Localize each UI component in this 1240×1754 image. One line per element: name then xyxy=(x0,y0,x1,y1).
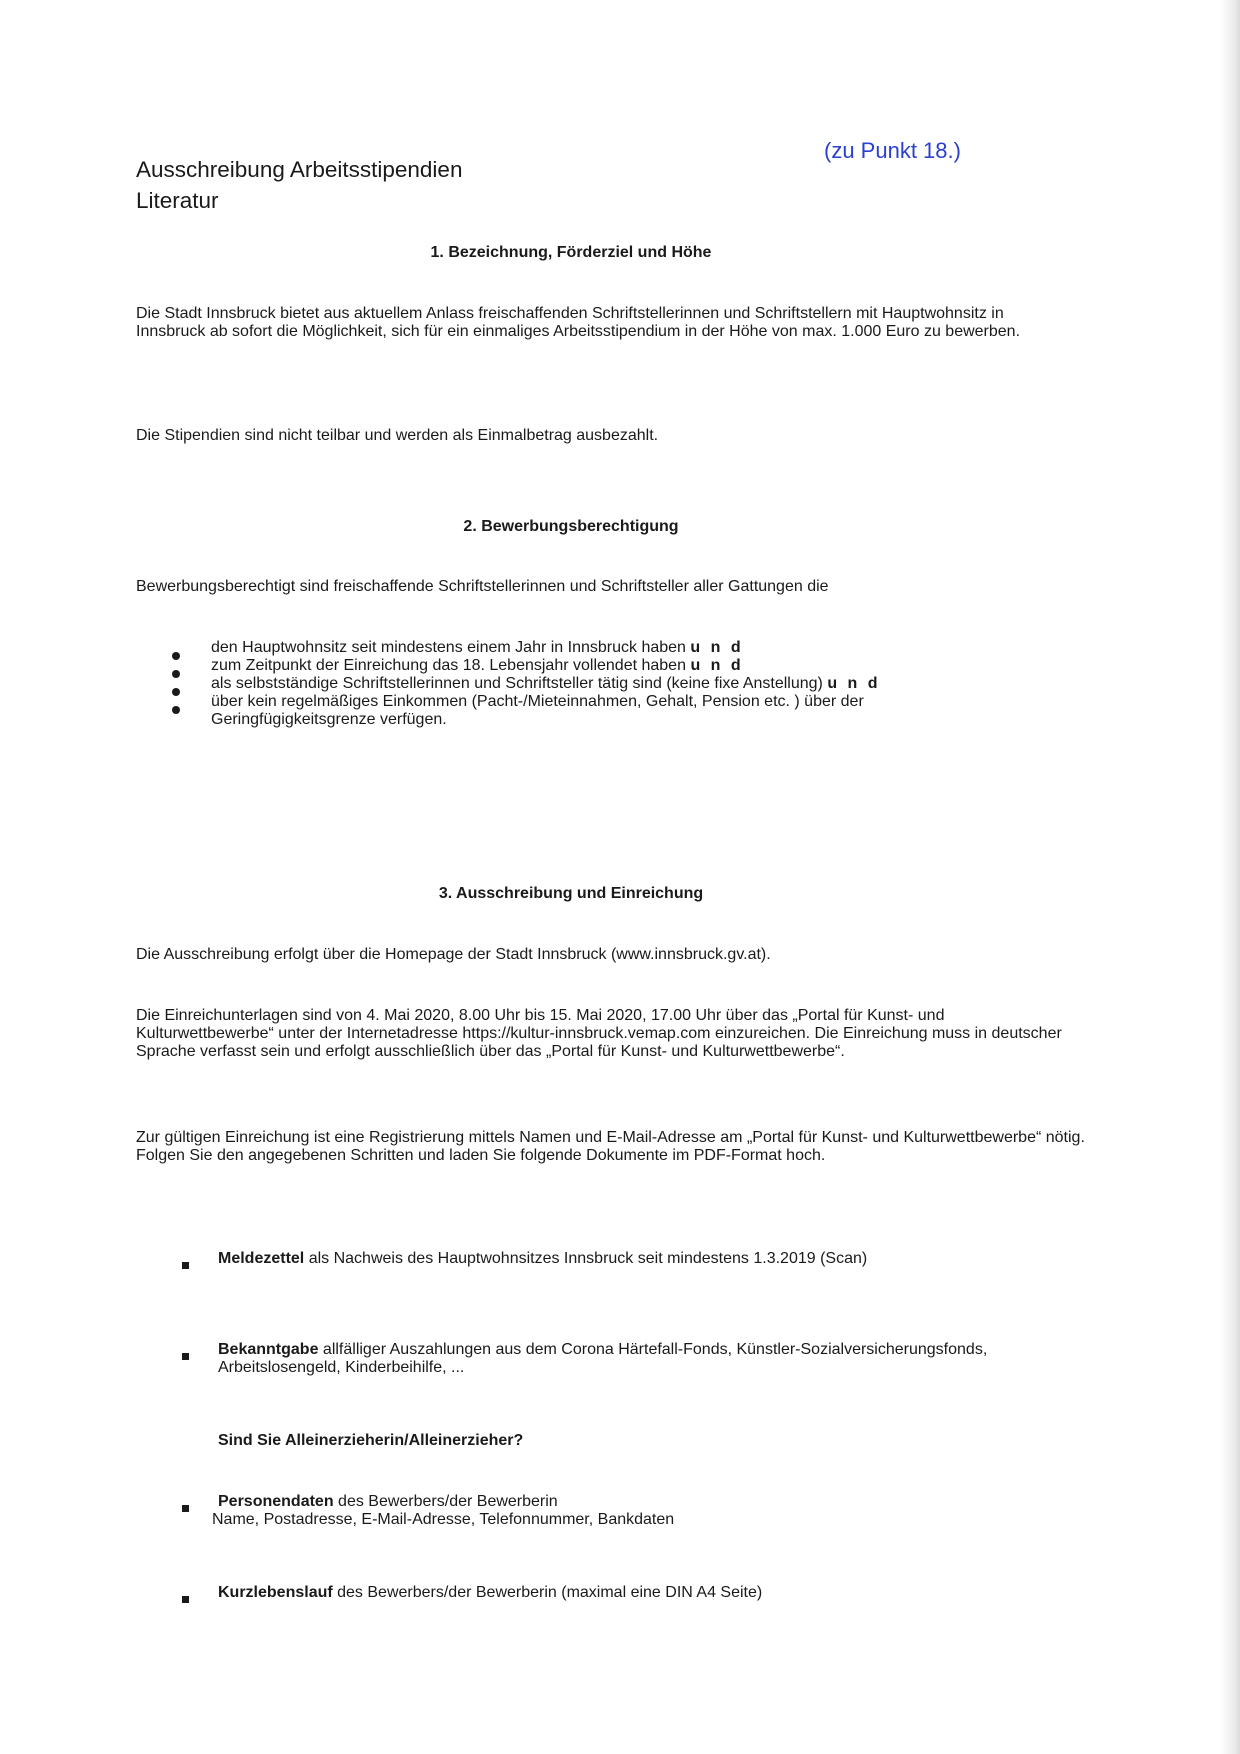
single-parent-question: Sind Sie Alleinerzieherin/Alleinerzieher? xyxy=(218,1432,524,1449)
document-item: Kurzlebenslauf des Bewerbers/der Bewerberin (maximal eine DIN A4 Seite) xyxy=(182,1584,1082,1602)
section-3-paragraph-3: Zur gültigen Einreichung ist eine Registrierung mittels Namen und E-Mail-Adresse am „Portal für Kunst- und Kulturwettbewerbe“ nötig. Folgen Sie den angegebenen Schritten und laden Sie folgende Dokumente im PDF-Format hoch. xyxy=(136,1129,1085,1164)
section-1-note: Die Stipendien sind nicht teilbar und werden als Einmalbetrag ausbezahlt. xyxy=(136,427,659,444)
square-bullet-icon xyxy=(182,1262,189,1269)
section-3-paragraph-1: Die Ausschreibung erfolgt über die Homepage der Stadt Innsbruck (www.innsbruck.gv.at). xyxy=(136,946,771,963)
list-item: als selbstständige Schriftstellerinnen und Schriftsteller tätig sind (keine fixe Anstellung) u n d xyxy=(136,675,1076,693)
document-item: Personendaten des Bewerbers/der Bewerberin Name, Postadresse, E-Mail-Adresse, Telefonnummer, Bankdaten xyxy=(182,1493,1082,1529)
document-item: Bekanntgabe allfälliger Auszahlungen aus dem Corona Härtefall-Fonds, Künstler-Sozialversicherungsfonds, Arbeitslosengeld, Kinderbeihilfe, ... xyxy=(182,1341,1082,1377)
document-header xyxy=(136,154,462,216)
section-2-intro: Bewerbungsberechtigt sind freischaffende Schriftstellerinnen und Schriftsteller aller Gattungen die xyxy=(136,578,829,595)
and-conjunction: u n d xyxy=(690,639,744,656)
section-2-heading: 2. Bewerbungsberechtigung xyxy=(463,518,679,535)
square-bullet-icon xyxy=(182,1353,189,1360)
eligibility-list xyxy=(136,639,1076,729)
page-edge-shadow xyxy=(1220,0,1240,1754)
personal-data-detail: Name, Postadresse, E-Mail-Adresse, Telefonnummer, Bankdaten xyxy=(212,1511,675,1528)
and-conjunction: u n d xyxy=(690,657,744,674)
list-item: über kein regelmäßiges Einkommen (Pacht-/Mieteinnahmen, Gehalt, Pension etc. ) über der Geringfügigkeitsgrenze verfügen. xyxy=(136,693,1076,729)
section-3-paragraph-2: Die Einreichunterlagen sind von 4. Mai 2020, 8.00 Uhr bis 15. Mai 2020, 17.00 Uhr über das „Portal für Kunst- und Kulturwettbewerbe“ unter der Internetadresse https://kultur-innsbruck.vemap.com einzureichen. Die Einreichung muss in deutscher Sprache verfasst sein und erfolgt ausschließlich über das „Portal für Kunst- und Kulturwettbewerbe“. xyxy=(136,1007,1062,1060)
document-subtitle: Literatur xyxy=(136,188,219,213)
reference-note: (zu Punkt 18.) xyxy=(824,138,961,163)
square-bullet-icon xyxy=(182,1596,189,1603)
list-item: den Hauptwohnsitz seit mindestens einem Jahr in Innsbruck haben u n d xyxy=(136,639,1076,657)
list-item: zum Zeitpunkt der Einreichung das 18. Lebensjahr vollendet haben u n d xyxy=(136,657,1076,675)
section-1-paragraph: Die Stadt Innsbruck bietet aus aktuellem Anlass freischaffenden Schriftstellerinnen und Schriftstellern mit Hauptwohnsitz in Innsbruck ab sofort die Möglichkeit, sich für ein einmaliges Arbeitsstipendium in der Höhe von max. 1.000 Euro zu bewerben. xyxy=(136,305,1021,340)
document-title: Ausschreibung Arbeitsstipendien xyxy=(136,157,463,182)
section-1-heading: 1. Bezeichnung, Förderziel und Höhe xyxy=(430,244,712,261)
section-3-heading: 3. Ausschreibung und Einreichung xyxy=(438,885,704,902)
square-bullet-icon xyxy=(182,1505,189,1512)
document-item: Meldezettel als Nachweis des Hauptwohnsitzes Innsbruck seit mindestens 1.3.2019 (Scan) xyxy=(182,1250,1082,1268)
and-conjunction: u n d xyxy=(827,675,881,692)
